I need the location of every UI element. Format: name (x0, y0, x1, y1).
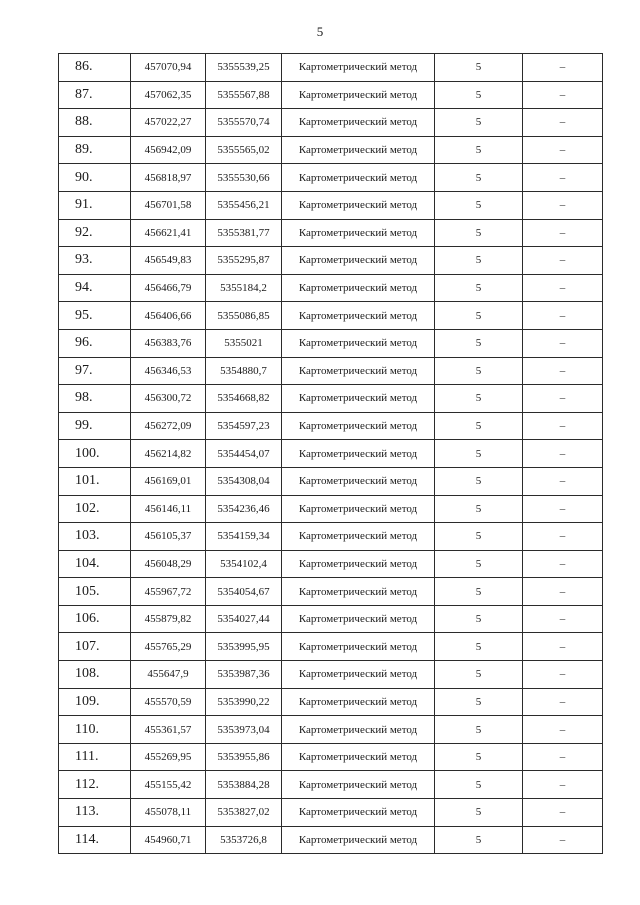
note-cell: – (523, 495, 603, 523)
coordinate-x: 456300,72 (131, 385, 206, 413)
coordinate-y: 5354454,07 (206, 440, 282, 468)
method-cell: Картометрический метод (282, 771, 435, 799)
coordinate-y: 5354597,23 (206, 412, 282, 440)
point-number: 97. (59, 357, 131, 385)
accuracy-cell: 5 (435, 467, 523, 495)
table-row (59, 109, 603, 137)
method-cell: Картометрический метод (282, 605, 435, 633)
point-number: 102. (59, 495, 131, 523)
coordinate-y: 5354054,67 (206, 578, 282, 606)
coordinate-y: 5354880,7 (206, 357, 282, 385)
table-row (59, 578, 603, 606)
point-number: 91. (59, 191, 131, 219)
note-cell: – (523, 164, 603, 192)
coordinate-y: 5354668,82 (206, 385, 282, 413)
coordinate-y: 5355086,85 (206, 302, 282, 330)
note-cell: – (523, 633, 603, 661)
point-number: 95. (59, 302, 131, 330)
coordinate-x: 455647,9 (131, 661, 206, 689)
method-cell: Картометрический метод (282, 633, 435, 661)
point-number: 96. (59, 329, 131, 357)
table-row (59, 274, 603, 302)
note-cell: – (523, 550, 603, 578)
note-cell: – (523, 136, 603, 164)
coordinate-x: 455155,42 (131, 771, 206, 799)
accuracy-cell: 5 (435, 578, 523, 606)
method-cell: Картометрический метод (282, 136, 435, 164)
accuracy-cell: 5 (435, 247, 523, 275)
note-cell: – (523, 81, 603, 109)
coordinate-y: 5353973,04 (206, 716, 282, 744)
note-cell: – (523, 743, 603, 771)
table-row (59, 605, 603, 633)
point-number: 90. (59, 164, 131, 192)
method-cell: Картометрический метод (282, 54, 435, 82)
note-cell: – (523, 688, 603, 716)
accuracy-cell: 5 (435, 357, 523, 385)
accuracy-cell: 5 (435, 743, 523, 771)
point-number: 98. (59, 385, 131, 413)
accuracy-cell: 5 (435, 799, 523, 827)
method-cell: Картометрический метод (282, 467, 435, 495)
method-cell: Картометрический метод (282, 578, 435, 606)
point-number: 94. (59, 274, 131, 302)
coordinate-y: 5354308,04 (206, 467, 282, 495)
coordinate-x: 455570,59 (131, 688, 206, 716)
table-row (59, 550, 603, 578)
point-number: 107. (59, 633, 131, 661)
coordinate-x: 456942,09 (131, 136, 206, 164)
table-row (59, 661, 603, 689)
coordinate-x: 456818,97 (131, 164, 206, 192)
method-cell: Картометрический метод (282, 661, 435, 689)
table-row (59, 302, 603, 330)
method-cell: Картометрический метод (282, 191, 435, 219)
method-cell: Картометрический метод (282, 412, 435, 440)
accuracy-cell: 5 (435, 771, 523, 799)
coordinate-y: 5355539,25 (206, 54, 282, 82)
coordinate-y: 5355021 (206, 329, 282, 357)
accuracy-cell: 5 (435, 81, 523, 109)
table-row (59, 219, 603, 247)
method-cell: Картометрический метод (282, 274, 435, 302)
coordinate-x: 456105,37 (131, 523, 206, 551)
accuracy-cell: 5 (435, 385, 523, 413)
point-number: 89. (59, 136, 131, 164)
coordinate-x: 456383,76 (131, 329, 206, 357)
table-row (59, 81, 603, 109)
method-cell: Картометрический метод (282, 799, 435, 827)
table-row (59, 136, 603, 164)
coordinate-y: 5353955,86 (206, 743, 282, 771)
point-number: 103. (59, 523, 131, 551)
method-cell: Картометрический метод (282, 219, 435, 247)
point-number: 87. (59, 81, 131, 109)
table-row (59, 716, 603, 744)
coordinates-table (58, 53, 603, 854)
coordinate-x: 455879,82 (131, 605, 206, 633)
coordinate-y: 5353827,02 (206, 799, 282, 827)
accuracy-cell: 5 (435, 219, 523, 247)
point-number: 109. (59, 688, 131, 716)
accuracy-cell: 5 (435, 716, 523, 744)
accuracy-cell: 5 (435, 109, 523, 137)
point-number: 110. (59, 716, 131, 744)
point-number: 99. (59, 412, 131, 440)
coordinate-y: 5354159,34 (206, 523, 282, 551)
note-cell: – (523, 771, 603, 799)
accuracy-cell: 5 (435, 412, 523, 440)
coordinate-x: 456701,58 (131, 191, 206, 219)
note-cell: – (523, 826, 603, 854)
note-cell: – (523, 357, 603, 385)
accuracy-cell: 5 (435, 661, 523, 689)
method-cell: Картометрический метод (282, 716, 435, 744)
method-cell: Картометрический метод (282, 357, 435, 385)
point-number: 106. (59, 605, 131, 633)
coordinate-x: 457070,94 (131, 54, 206, 82)
accuracy-cell: 5 (435, 550, 523, 578)
coordinate-y: 5355456,21 (206, 191, 282, 219)
note-cell: – (523, 302, 603, 330)
note-cell: – (523, 219, 603, 247)
table-row (59, 440, 603, 468)
method-cell: Картометрический метод (282, 743, 435, 771)
method-cell: Картометрический метод (282, 523, 435, 551)
note-cell: – (523, 247, 603, 275)
coordinate-y: 5353990,22 (206, 688, 282, 716)
accuracy-cell: 5 (435, 633, 523, 661)
coordinate-x: 456346,53 (131, 357, 206, 385)
page-number: 5 (316, 24, 324, 39)
note-cell: – (523, 329, 603, 357)
accuracy-cell: 5 (435, 274, 523, 302)
coordinate-x: 455765,29 (131, 633, 206, 661)
note-cell: – (523, 799, 603, 827)
coordinate-x: 456048,29 (131, 550, 206, 578)
table-row (59, 247, 603, 275)
note-cell: – (523, 605, 603, 633)
accuracy-cell: 5 (435, 495, 523, 523)
coordinate-y: 5353995,95 (206, 633, 282, 661)
table-row (59, 523, 603, 551)
coordinate-x: 456169,01 (131, 467, 206, 495)
table-row (59, 799, 603, 827)
method-cell: Картометрический метод (282, 688, 435, 716)
coordinate-y: 5355567,88 (206, 81, 282, 109)
coordinate-y: 5355184,2 (206, 274, 282, 302)
point-number: 86. (59, 54, 131, 82)
note-cell: – (523, 385, 603, 413)
coordinate-x: 456406,66 (131, 302, 206, 330)
accuracy-cell: 5 (435, 605, 523, 633)
coordinate-x: 456272,09 (131, 412, 206, 440)
point-number: 104. (59, 550, 131, 578)
method-cell: Картометрический метод (282, 550, 435, 578)
point-number: 113. (59, 799, 131, 827)
method-cell: Картометрический метод (282, 495, 435, 523)
coordinate-y: 5355530,66 (206, 164, 282, 192)
table-row (59, 191, 603, 219)
point-number: 111. (59, 743, 131, 771)
table-row (59, 771, 603, 799)
note-cell: – (523, 523, 603, 551)
note-cell: – (523, 109, 603, 137)
coordinate-y: 5355565,02 (206, 136, 282, 164)
accuracy-cell: 5 (435, 440, 523, 468)
coordinate-x: 456549,83 (131, 247, 206, 275)
coordinate-y: 5353987,36 (206, 661, 282, 689)
accuracy-cell: 5 (435, 136, 523, 164)
table-row (59, 54, 603, 82)
note-cell: – (523, 467, 603, 495)
coordinate-y: 5355570,74 (206, 109, 282, 137)
note-cell: – (523, 274, 603, 302)
method-cell: Картометрический метод (282, 164, 435, 192)
coordinate-y: 5353726,8 (206, 826, 282, 854)
table-row (59, 495, 603, 523)
point-number: 92. (59, 219, 131, 247)
method-cell: Картометрический метод (282, 302, 435, 330)
table-row (59, 467, 603, 495)
table-row (59, 688, 603, 716)
point-number: 100. (59, 440, 131, 468)
point-number: 114. (59, 826, 131, 854)
table-row (59, 633, 603, 661)
table-row (59, 357, 603, 385)
coordinate-y: 5355295,87 (206, 247, 282, 275)
method-cell: Картометрический метод (282, 440, 435, 468)
note-cell: – (523, 578, 603, 606)
table-row (59, 743, 603, 771)
point-number: 88. (59, 109, 131, 137)
table-row (59, 826, 603, 854)
method-cell: Картометрический метод (282, 385, 435, 413)
table-row (59, 164, 603, 192)
point-number: 93. (59, 247, 131, 275)
coordinate-y: 5354102,4 (206, 550, 282, 578)
accuracy-cell: 5 (435, 826, 523, 854)
note-cell: – (523, 54, 603, 82)
table-row (59, 385, 603, 413)
coordinate-x: 455967,72 (131, 578, 206, 606)
accuracy-cell: 5 (435, 54, 523, 82)
note-cell: – (523, 661, 603, 689)
accuracy-cell: 5 (435, 523, 523, 551)
accuracy-cell: 5 (435, 164, 523, 192)
coordinate-y: 5354027,44 (206, 605, 282, 633)
coordinate-x: 456621,41 (131, 219, 206, 247)
point-number: 112. (59, 771, 131, 799)
accuracy-cell: 5 (435, 329, 523, 357)
method-cell: Картометрический метод (282, 81, 435, 109)
coordinate-x: 457022,27 (131, 109, 206, 137)
table-row (59, 412, 603, 440)
note-cell: – (523, 412, 603, 440)
coordinate-y: 5353884,28 (206, 771, 282, 799)
coordinate-x: 455269,95 (131, 743, 206, 771)
accuracy-cell: 5 (435, 191, 523, 219)
coordinate-y: 5355381,77 (206, 219, 282, 247)
point-number: 108. (59, 661, 131, 689)
coordinate-x: 456214,82 (131, 440, 206, 468)
note-cell: – (523, 440, 603, 468)
accuracy-cell: 5 (435, 688, 523, 716)
point-number: 105. (59, 578, 131, 606)
table-row (59, 329, 603, 357)
coordinate-x: 456466,79 (131, 274, 206, 302)
coordinate-x: 456146,11 (131, 495, 206, 523)
coordinate-x: 455361,57 (131, 716, 206, 744)
coordinate-x: 457062,35 (131, 81, 206, 109)
point-number: 101. (59, 467, 131, 495)
accuracy-cell: 5 (435, 302, 523, 330)
coordinate-x: 454960,71 (131, 826, 206, 854)
method-cell: Картометрический метод (282, 329, 435, 357)
method-cell: Картометрический метод (282, 826, 435, 854)
note-cell: – (523, 716, 603, 744)
table-body (59, 54, 603, 854)
note-cell: – (523, 191, 603, 219)
coordinate-y: 5354236,46 (206, 495, 282, 523)
method-cell: Картометрический метод (282, 109, 435, 137)
method-cell: Картометрический метод (282, 247, 435, 275)
coordinate-x: 455078,11 (131, 799, 206, 827)
